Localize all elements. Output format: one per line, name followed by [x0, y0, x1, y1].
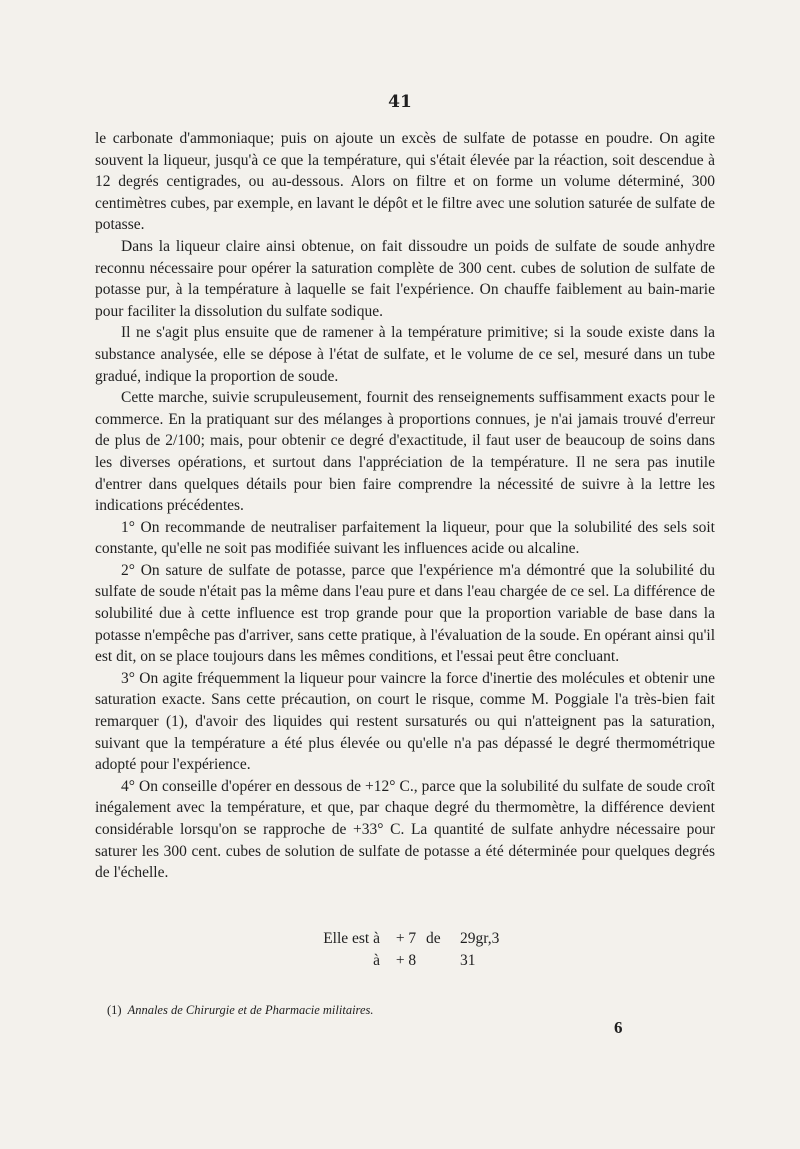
values-lead: Elle est à: [323, 930, 380, 947]
values-amount: 31: [460, 952, 476, 969]
paragraph: 1° On recommande de neutraliser parfaitement la liqueur, pour que la solubilité des sels soit constante, qu'elle ne soit pas modifiée suivant les influences acide ou alcaline.: [95, 518, 715, 558]
paragraph: Dans la liqueur claire ainsi obtenue, on fait dissoudre un poids de sulfate de soude anhydre reconnu nécessaire pour opérer la saturation complète de 300 cent. cubes de solution de sulfate de potasse pur, à la température à laquelle se fait l'expérience. On chauffe faiblement au bain-marie pour faciliter la dissolution du sulfate sodique.: [95, 237, 715, 320]
paragraph: Il ne s'agit plus ensuite que de ramener à la température primitive; si la soude existe dans la substance analysée, elle se dépose à l'état de sulfate, et le volume de ce sel, mesuré dans un tube gradué, indique la proportion de soude.: [95, 324, 715, 385]
values-de: de: [426, 930, 441, 947]
paragraph: Cette marche, suivie scrupuleusement, fournit des renseignements suffisamment exacts pour le commerce. En la pratiquant sur des mélanges à proportions connues, je n'ai jamais trouvé d'erreur de plus de 2/100; mais, pour obtenir ce degré d'exactitude, il faut user de beaucoup de soins dans les diverses opérations, et surtout dans l'appréciation de la température. Il ne sera pas inutile d'entrer dans quelques détails pour bien faire comprendre la nécessité de suivre à la lettre les indications précédentes.: [95, 389, 715, 515]
paragraph: le carbonate d'ammoniaque; puis on ajoute un excès de sulfate de potasse en poudre. On agite souvent la liqueur, jusqu'à ce que la température, qui s'était élevée par la réaction, soit descendue à 12 degrés centigrades, ou au-dessous. Alors on filtre et on forme un volume déterminé, 300 centimètres cubes, par exemple, en lavant le dépôt et le filtre avec une solution saturée de sulfate de potasse.: [95, 130, 715, 234]
values-amount: 29gr,3: [460, 930, 500, 947]
footnote: [107, 1003, 374, 1018]
values-temperature: + 8: [395, 952, 417, 969]
paragraph: 4° On conseille d'opérer en dessous de +12° C., parce que la solubilité du sulfate de soude croît inégalement avec la température, et que, par chaque degré du thermomètre, la différence devient considérable lorsqu'on se rapproche de +33° C. La quantité de sulfate anhydre nécessaire pour saturer les 300 cent. cubes de solution de sulfate de potasse a été déterminée pour quelques degrés de l'échelle.: [95, 777, 715, 882]
paragraph: 3° On agite fréquemment la liqueur pour vaincre la force d'inertie des molécules et obtenir une saturation exacte. Sans cette précaution, on court le risque, comme M. Poggiale l'a très-bien fait remarquer (1), d'avoir des liquides qui restent sursaturés ou qui n'atteignent pas la saturation, suivant que la température a été plus élevée ou qu'elle n'a pas dépassé le degré thermométrique adopté pour l'expérience.: [95, 669, 715, 774]
footnote-mark: (1): [107, 1003, 122, 1017]
solubility-values: [316, 928, 520, 972]
page-number: 41: [388, 92, 412, 112]
values-de: [426, 950, 460, 972]
values-row: [316, 950, 520, 972]
values-lead: à: [373, 952, 380, 969]
footnote-text: Annales de Chirurgie et de Pharmacie militaires.: [127, 1003, 374, 1017]
values-row: [316, 928, 520, 950]
values-temperature: + 7: [395, 930, 417, 947]
signature-mark: 6: [614, 1018, 623, 1037]
paragraph: 2° On sature de sulfate de potasse, parce que l'expérience m'a démontré que la solubilité du sulfate de soude n'était pas la même dans l'eau pure et dans l'eau chargée de ce sel. La différence de solubilité due à cette influence est trop grande pour que la proportion variable de base dans la potasse n'empêche pas d'arriver, sans cette pratique, à l'évaluation de la soude. En opérant ainsi qu'il est dit, on se place toujours dans les mêmes conditions, et l'essai peut être concluant.: [95, 561, 715, 666]
body-text: [95, 128, 715, 884]
